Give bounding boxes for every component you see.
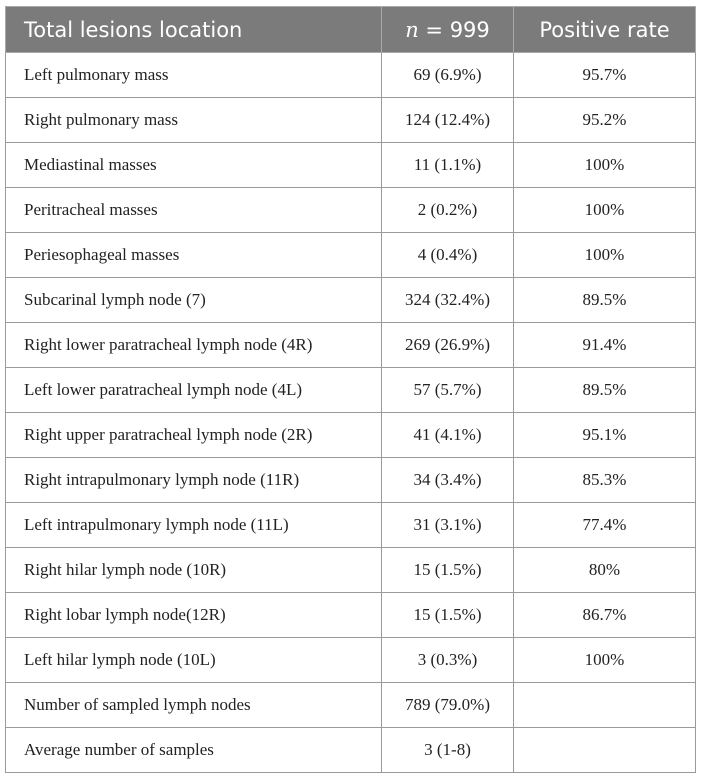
header-location: Total lesions location [6, 7, 382, 53]
header-n-value: = 999 [418, 17, 490, 42]
cell-location: Right lobar lymph node(12R) [6, 593, 382, 638]
cell-count: 124 (12.4%) [382, 98, 514, 143]
table-row [6, 323, 696, 368]
table-row [6, 683, 696, 728]
cell-location: Periesophageal masses [6, 233, 382, 278]
cell-location: Peritracheal masses [6, 188, 382, 233]
cell-location: Left hilar lymph node (10L) [6, 638, 382, 683]
cell-rate: 80% [514, 548, 696, 593]
cell-count: 789 (79.0%) [382, 683, 514, 728]
cell-rate: 89.5% [514, 278, 696, 323]
cell-location: Average number of samples [6, 728, 382, 773]
cell-rate: 86.7% [514, 593, 696, 638]
table-row [6, 548, 696, 593]
table-row [6, 278, 696, 323]
table-row [6, 503, 696, 548]
table-row [6, 368, 696, 413]
table-row [6, 458, 696, 503]
cell-location: Subcarinal lymph node (7) [6, 278, 382, 323]
cell-count: 69 (6.9%) [382, 53, 514, 98]
cell-rate: 77.4% [514, 503, 696, 548]
cell-rate: 89.5% [514, 368, 696, 413]
cell-count: 3 (0.3%) [382, 638, 514, 683]
cell-count: 269 (26.9%) [382, 323, 514, 368]
cell-location: Right upper paratracheal lymph node (2R) [6, 413, 382, 458]
cell-rate [514, 683, 696, 728]
cell-count: 324 (32.4%) [382, 278, 514, 323]
cell-rate: 100% [514, 233, 696, 278]
header-n-variable: n [405, 17, 419, 42]
cell-location: Right lower paratracheal lymph node (4R) [6, 323, 382, 368]
table-row [6, 638, 696, 683]
cell-count: 2 (0.2%) [382, 188, 514, 233]
cell-count: 57 (5.7%) [382, 368, 514, 413]
header-n [382, 7, 514, 53]
cell-rate: 95.1% [514, 413, 696, 458]
cell-location: Right intrapulmonary lymph node (11R) [6, 458, 382, 503]
cell-location: Right pulmonary mass [6, 98, 382, 143]
cell-count: 15 (1.5%) [382, 593, 514, 638]
table-row [6, 728, 696, 773]
table-row [6, 233, 696, 278]
cell-rate: 95.7% [514, 53, 696, 98]
cell-rate: 100% [514, 188, 696, 233]
cell-count: 11 (1.1%) [382, 143, 514, 188]
cell-count: 34 (3.4%) [382, 458, 514, 503]
table-row [6, 413, 696, 458]
table-row [6, 593, 696, 638]
cell-rate: 100% [514, 143, 696, 188]
cell-location: Left lower paratracheal lymph node (4L) [6, 368, 382, 413]
cell-location: Mediastinal masses [6, 143, 382, 188]
cell-count: 41 (4.1%) [382, 413, 514, 458]
cell-count: 4 (0.4%) [382, 233, 514, 278]
cell-rate: 85.3% [514, 458, 696, 503]
cell-rate: 91.4% [514, 323, 696, 368]
cell-rate [514, 728, 696, 773]
header-row [6, 7, 696, 53]
cell-count: 3 (1-8) [382, 728, 514, 773]
cell-location: Left intrapulmonary lymph node (11L) [6, 503, 382, 548]
cell-location: Left pulmonary mass [6, 53, 382, 98]
cell-count: 31 (3.1%) [382, 503, 514, 548]
cell-location: Right hilar lymph node (10R) [6, 548, 382, 593]
cell-rate: 100% [514, 638, 696, 683]
table-header [6, 7, 696, 53]
table-row [6, 98, 696, 143]
cell-location: Number of sampled lymph nodes [6, 683, 382, 728]
table-body [6, 53, 696, 773]
header-rate: Positive rate [514, 7, 696, 53]
lesions-table [5, 6, 696, 773]
table-row [6, 53, 696, 98]
table-row [6, 143, 696, 188]
cell-count: 15 (1.5%) [382, 548, 514, 593]
cell-rate: 95.2% [514, 98, 696, 143]
table-row [6, 188, 696, 233]
